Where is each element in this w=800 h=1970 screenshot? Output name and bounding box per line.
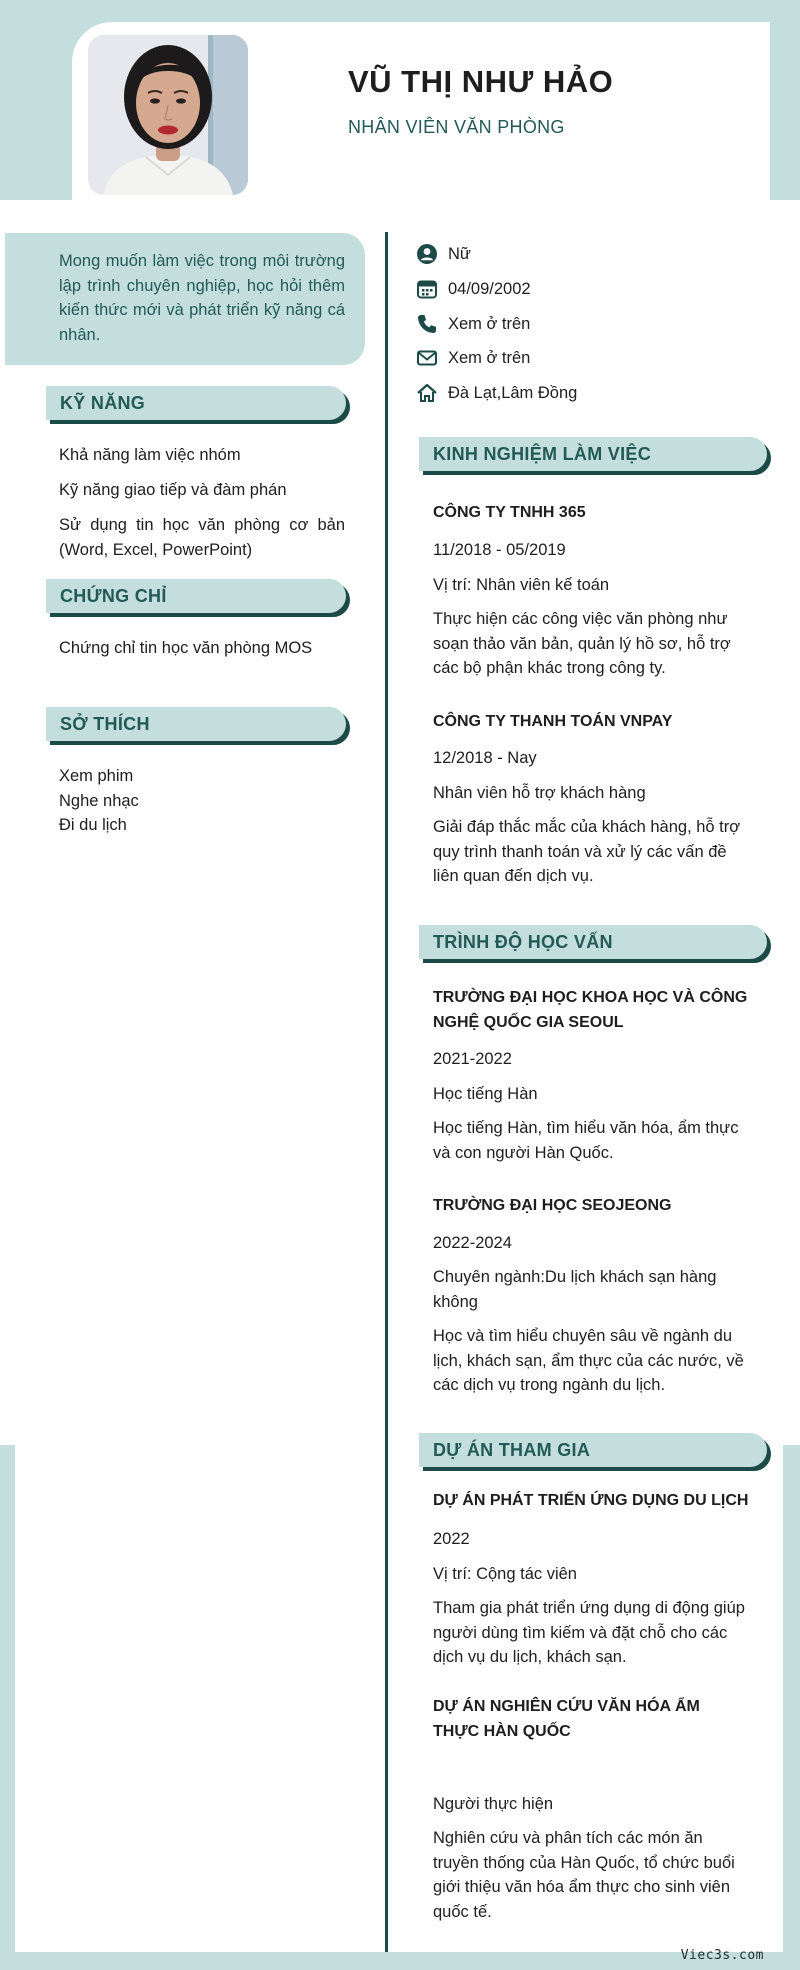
skills-heading [46,386,346,420]
hobby-list [59,764,345,838]
education-description: Học và tìm hiểu chuyên sâu về ngành du lịch, khách sạn, ẩm thực của các nước, về các dịch vụ trong ngành du lịch. [433,1327,744,1394]
hobby-item: Nghe nhạc [59,791,139,810]
header-divider-space [0,200,800,230]
education-period: 2021-2022 [433,1050,512,1068]
skill-item: Khả năng làm việc nhóm [59,446,241,464]
experience-period: 12/2018 - Nay [433,749,537,767]
skills-title: KỸ NĂNG [60,393,146,413]
project-description: Tham gia phát triển ứng dụng di động giúp người dùng tìm kiếm và đặt chỗ cho các dịch vụ du lịch, khách sạn. [433,1599,745,1666]
experience-company: CÔNG TY THANH TOÁN VNPAY [433,713,673,730]
education-school: TRƯỜNG ĐẠI HỌC KHOA HỌC VÀ CÔNG NGHỆ QUỐC GIA SEOUL [433,989,748,1031]
experience-heading [419,437,767,471]
project-name: DỰ ÁN PHÁT TRIỂN ỨNG DỤNG DU LỊCH [433,1492,749,1509]
experience-description: Giải đáp thắc mắc của khách hàng, hỗ trợ quy trình thanh toán và xử lý các vấn đề liên quan đến dịch vụ. [433,818,741,885]
experience-period: 11/2018 - 05/2019 [433,541,566,559]
hobbies-title: SỞ THÍCH [60,714,150,734]
email-value: Xem ở trên [448,349,531,367]
education-period: 2022-2024 [433,1234,512,1252]
phone-icon [416,313,438,335]
project-period: 2022 [433,1530,470,1548]
education-heading [419,925,767,959]
skill-item: Sử dụng tin học văn phòng cơ bản (Word, Excel, PowerPoint) [59,516,345,559]
certificates-heading [46,579,346,613]
home-icon [416,382,438,404]
candidate-name: VŨ THỊ NHƯ HẢO [348,64,614,99]
certificates-title: CHỨNG CHỈ [60,586,167,606]
experience-title: KINH NGHIỆM LÀM VIỆC [433,444,652,464]
certificate-item: Chứng chỉ tin học văn phòng MOS [59,639,313,657]
education-program: Học tiếng Hàn [433,1085,538,1103]
experience-role: Nhân viên hỗ trợ khách hàng [433,784,646,802]
education-description: Học tiếng Hàn, tìm hiểu văn hóa, ẩm thực và con người Hàn Quốc. [433,1119,739,1162]
experience-description: Thực hiện các công việc văn phòng như soạn thảo văn bản, quản lý hồ sơ, hỗ trợ các bộ phận khác trong công ty. [433,610,731,677]
user-icon [416,243,438,265]
education-program: Chuyên ngành:Du lịch khách sạn hàng không [433,1268,717,1311]
project-role: Người thực hiện [433,1795,554,1813]
column-divider [385,232,388,1952]
project-name: DỰ ÁN NGHIÊN CỨU VĂN HÓA ẨM THỰC HÀN QUỐC [433,1698,700,1740]
hobby-item: Đi du lịch [59,816,127,834]
project-role: Vị trí: Cộng tác viên [433,1565,577,1583]
envelope-icon [416,347,438,369]
calendar-icon [416,278,438,300]
birthday-value: 04/09/2002 [448,280,531,298]
education-school: TRƯỜNG ĐẠI HỌC SEOJEONG [433,1197,672,1214]
project-description: Nghiên cứu và phân tích các món ăn truyền thống của Hàn Quốc, tổ chức buổi giới thiệu văn hóa ẩm thực cho sinh viên quốc tế. [433,1829,735,1921]
address-value: Đà Lạt,Lâm Đồng [448,384,578,402]
experience-company: CÔNG TY TNHH 365 [433,504,586,521]
projects-title: DỰ ÁN THAM GIA [433,1440,591,1460]
projects-heading [419,1433,767,1467]
experience-role: Vị trí: Nhân viên kế toán [433,576,610,594]
phone-value: Xem ở trên [448,315,531,333]
header-corner-decoration [30,168,72,200]
objective-text: Mong muốn làm việc trong môi trường lập trình chuyên nghiệp, học hỏi thêm kiến thức mới và phát triển kỹ năng cá nhân. [59,252,345,344]
gender-value: Nữ [448,245,471,263]
hobby-item: Xem phim [59,767,134,785]
skill-item: Kỹ năng giao tiếp và đàm phán [59,481,287,499]
education-title: TRÌNH ĐỘ HỌC VẤN [433,932,613,952]
site-watermark: Viec3s.com [680,1948,764,1963]
profile-photo [88,35,248,195]
hobbies-heading [46,707,346,741]
candidate-job-title: NHÂN VIÊN VĂN PHÒNG [348,117,565,137]
